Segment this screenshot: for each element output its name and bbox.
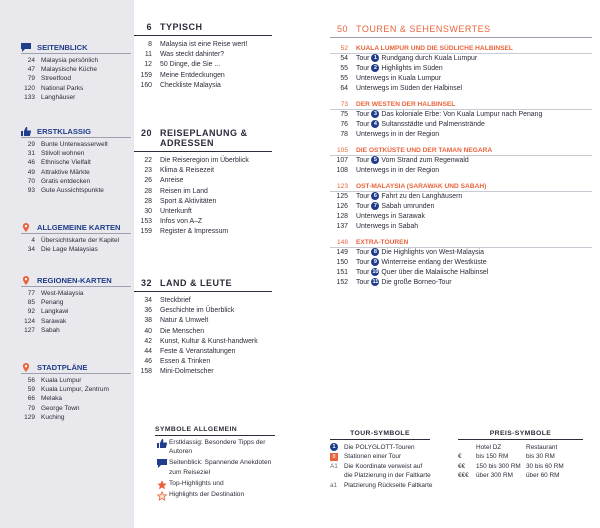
entry-label: George Town	[41, 404, 80, 412]
star-outline-icon	[155, 490, 169, 501]
legend-title: SYMBOLE ALLGEMEIN	[155, 426, 275, 436]
section-title: SEITENBLICK	[21, 42, 131, 54]
map-pin-icon	[21, 276, 31, 285]
index-entry[interactable]	[21, 149, 131, 158]
section-stadtplaene	[21, 362, 131, 422]
tour-region	[330, 44, 592, 94]
toc-entry[interactable]	[134, 40, 272, 50]
tour-label: Tour	[356, 121, 370, 128]
legend-row: € bis 150 RM bis 30 RM	[458, 453, 555, 461]
page-number: 75	[340, 111, 348, 118]
section-title: ERSTKLASSIG	[21, 126, 131, 138]
index-entry[interactable]	[21, 404, 131, 413]
legend-row: A1 Die Koordinate verweist auf	[330, 462, 423, 470]
tour-label: Tour	[356, 269, 370, 276]
page-number: 150	[336, 259, 348, 266]
toc-entry[interactable]	[134, 367, 272, 377]
page-number: 44	[144, 348, 152, 356]
tour-label: Tour	[356, 193, 370, 200]
section-seitenblick	[21, 42, 131, 102]
map-pin-icon	[21, 223, 31, 232]
tour-number-badge: 7	[371, 202, 379, 210]
toc-entry[interactable]	[134, 316, 272, 326]
speech-bubble-icon	[155, 458, 169, 468]
toc-entry[interactable]	[134, 81, 272, 91]
page-number: 137	[336, 223, 348, 230]
entry-label: Sabah umrunden	[381, 203, 435, 210]
entry-label: Stilvoll wohnen	[41, 150, 85, 158]
page-number: 28	[144, 187, 152, 195]
entry-label: 50 Dinge, die Sie ...	[160, 61, 221, 69]
index-entry[interactable]	[21, 289, 131, 298]
page-number: 64	[340, 85, 348, 92]
entry-label: Unterwegs in in der Region	[356, 131, 440, 138]
page-number: 4	[31, 237, 35, 244]
entry-label: Malaysische Küche	[41, 66, 97, 74]
entry-label: Infos von A–Z	[160, 218, 203, 226]
page-number: 78	[340, 131, 348, 138]
tour-label: Tour	[356, 111, 370, 118]
index-entry[interactable]	[21, 307, 131, 316]
entry-label: Das koloniale Erbe: Von Kuala Lumpur nach Penang	[381, 111, 543, 118]
entry-label: Fahrt zu den Langhäusern	[381, 193, 463, 200]
page-number: 159	[140, 71, 152, 79]
index-entry[interactable]	[21, 56, 131, 65]
page-number: 152	[336, 279, 348, 286]
section-reiseplanung	[134, 128, 272, 238]
page-number: 11	[144, 51, 152, 59]
region-title: KUALA LUMPUR UND DIE SÜDLICHE HALBINSEL	[356, 45, 513, 52]
entry-label: Unterwegs in in der Region	[356, 167, 440, 174]
toc-entry[interactable]	[134, 166, 272, 176]
index-entry[interactable]	[21, 140, 131, 149]
page-number: 85	[27, 299, 35, 307]
sidebar	[0, 0, 134, 528]
page-number: 129	[24, 413, 35, 421]
page-number: 126	[336, 203, 348, 210]
tour-number-badge: 4	[371, 120, 379, 128]
entry-label: West-Malaysia	[41, 290, 84, 297]
chapter-heading: 32 LAND & LEUTE	[134, 278, 272, 292]
speech-bubble-icon	[21, 43, 31, 52]
toc-entry[interactable]	[134, 60, 272, 70]
index-entry[interactable]	[21, 177, 131, 186]
index-entry[interactable]	[21, 236, 131, 245]
tour-label: Tour	[356, 157, 370, 164]
index-entry[interactable]	[21, 65, 131, 74]
toc-entry[interactable]	[134, 337, 272, 347]
tour-number-badge: 1	[371, 54, 379, 62]
page-number: 93	[27, 187, 35, 195]
tour-region	[330, 100, 592, 140]
tour-entry[interactable]	[330, 192, 592, 202]
tour-entry[interactable]	[330, 54, 592, 64]
toc-entry[interactable]	[134, 357, 272, 367]
tour-entry[interactable]	[330, 74, 592, 84]
page-number: 127	[24, 326, 35, 334]
section-typisch	[134, 22, 272, 91]
toc-entry[interactable]	[134, 187, 272, 197]
section-title: STADTPLÄNE	[21, 362, 131, 374]
chapter-heading: 6 TYPISCH	[134, 22, 272, 36]
entry-label: Anreise	[160, 177, 184, 185]
legend-row: €€€ über 300 RM über 60 RM	[458, 472, 560, 480]
entry-label: Die große Borneo-Tour	[381, 279, 452, 286]
index-entry[interactable]	[21, 186, 131, 195]
entry-label: Penang	[41, 299, 64, 307]
tour-label: Tour	[356, 65, 370, 72]
tour-entry[interactable]	[330, 110, 592, 120]
index-entry[interactable]	[21, 317, 131, 326]
tour-entry[interactable]	[330, 120, 592, 130]
page-number: 28	[144, 197, 152, 205]
page-number: 46	[144, 358, 152, 366]
page-number: 70	[27, 177, 35, 185]
entry-label: Gratis entdecken	[41, 177, 91, 185]
entry-label: Die Menschen	[160, 327, 205, 335]
index-entry[interactable]	[21, 385, 131, 394]
entry-label: Vom Strand zum Regenwald	[381, 157, 469, 164]
legend-row: Hotel DZ Restaurant	[476, 444, 558, 451]
entry-label: Unterkunft	[160, 208, 192, 216]
section-touren	[330, 24, 592, 288]
page-number: 22	[144, 157, 152, 164]
toc-entry[interactable]	[134, 197, 272, 207]
tour-number-badge: 1	[330, 443, 338, 451]
section-allgemeine-karten	[21, 222, 131, 254]
index-entry[interactable]	[21, 93, 131, 102]
entry-label: Langkawi	[41, 308, 69, 316]
page-number: 92	[27, 308, 35, 316]
page-number: 125	[336, 193, 348, 200]
page-number: 120	[24, 84, 35, 92]
page-number: 55	[340, 75, 348, 82]
entry-label: Ethnische Vielfalt	[41, 159, 91, 167]
entry-label: Kunst, Kultur & Kunst-handwerk	[160, 337, 258, 345]
entry-label: Sarawak	[41, 317, 67, 325]
entry-label: Kuching	[41, 413, 65, 421]
toc-entry[interactable]	[134, 50, 272, 60]
index-entry[interactable]	[21, 158, 131, 167]
region-heading[interactable]	[330, 100, 592, 110]
tour-entry[interactable]	[330, 248, 592, 258]
page-number: 149	[336, 249, 348, 256]
toc-entry[interactable]	[134, 306, 272, 316]
toc-entry[interactable]	[134, 156, 272, 166]
entry-label: Die Highlights von West-Malaysia	[381, 249, 484, 256]
entry-label: Was steckt dahinter?	[160, 51, 225, 59]
entry-label: Attraktive Märkte	[41, 168, 90, 176]
entry-label: Steckbrief	[160, 297, 191, 304]
tour-region	[330, 182, 592, 232]
entry-label: Natur & Umwelt	[160, 317, 209, 325]
entry-label: Streetfood	[41, 75, 71, 83]
legend-title: PREIS-SYMBOLE	[458, 430, 583, 440]
entry-label: Langhäuser	[41, 93, 76, 101]
thumbs-up-icon	[155, 438, 169, 448]
entry-label: Geschichte im Überblick	[160, 307, 235, 315]
tour-number-badge: 11	[372, 279, 379, 285]
toc-entry[interactable]	[134, 327, 272, 337]
tour-entry[interactable]	[330, 156, 592, 166]
legend-row: Erstklassig: Besondere Tipps der Autoren	[155, 438, 275, 456]
page-number: 36	[144, 307, 152, 315]
entry-label: Kuala Lumpur	[41, 377, 82, 384]
page-number: 59	[27, 386, 35, 394]
region-heading[interactable]	[330, 182, 592, 192]
tour-number-badge: 6	[371, 192, 379, 200]
toc-entry[interactable]	[134, 347, 272, 357]
entry-label: Klima & Reisezeit	[160, 167, 214, 175]
entry-label: Sport & Aktivitäten	[160, 197, 217, 205]
index-entry[interactable]	[21, 245, 131, 254]
thumbs-up-icon	[21, 127, 31, 136]
page-number: 73	[340, 101, 348, 108]
page-number: 23	[144, 167, 152, 175]
region-title: DER WESTEN DER HALBINSEL	[356, 101, 456, 108]
tour-entry[interactable]	[330, 222, 592, 232]
entry-label: Die Lage Malaysias	[41, 246, 98, 254]
chapter-heading: 50 TOUREN & SEHENSWERTES	[330, 24, 592, 38]
page-number: 153	[140, 218, 152, 226]
section-erstklassig	[21, 126, 131, 195]
tour-entry[interactable]	[330, 278, 592, 288]
entry-label: Malaysia ist eine Reise wert!	[160, 41, 248, 48]
page-number: 107	[336, 157, 348, 164]
page-number: 34	[144, 297, 152, 304]
page-number: 79	[27, 404, 35, 412]
page-number: 34	[27, 246, 35, 254]
tour-entry[interactable]	[330, 258, 592, 268]
tour-entry[interactable]	[330, 64, 592, 74]
tour-entry[interactable]	[330, 130, 592, 140]
entry-label: Meine Entdeckungen	[160, 71, 225, 79]
page-number: 29	[27, 141, 35, 148]
legend-title: TOUR-SYMBOLE	[330, 430, 430, 440]
tour-label: Tour	[356, 259, 370, 266]
tour-symbol-legend	[330, 430, 470, 490]
page-number: 133	[24, 93, 35, 101]
tour-number-badge: 10	[372, 269, 379, 275]
station-badge: 8	[330, 453, 338, 461]
tour-number-badge: 9	[371, 258, 379, 266]
page-number: 160	[140, 81, 152, 89]
index-entry[interactable]	[21, 74, 131, 83]
entry-label: Unterwegs in Sarawak	[356, 213, 425, 220]
entry-label: Unterwegs in Sabah	[356, 223, 419, 230]
tour-number-badge: 2	[371, 64, 379, 72]
tour-region	[330, 238, 592, 288]
page-number: 123	[336, 183, 348, 190]
page-number: 31	[27, 150, 35, 158]
region-title: OST-MALAYSIA (SARAWAK UND SABAH)	[356, 183, 487, 190]
toc-entry[interactable]	[134, 207, 272, 217]
legend-row: Top-Highlights und	[155, 479, 275, 490]
toc-entry[interactable]	[134, 71, 272, 81]
tour-region	[330, 146, 592, 176]
symbol-legend-general	[155, 426, 275, 501]
entry-label: Essen & Trinken	[160, 358, 211, 366]
entry-label: Reisen im Land	[160, 187, 208, 195]
page-number: 148	[336, 239, 348, 246]
tour-number-badge: 3	[371, 110, 379, 118]
page-number: 52	[340, 45, 348, 52]
entry-label: National Parks	[41, 84, 84, 92]
entry-label: Malaysia persönlich	[41, 57, 99, 64]
tour-label: Tour	[356, 203, 370, 210]
section-regionen-karten	[21, 275, 131, 335]
region-title: DIE OSTKÜSTE UND DER TAMAN NEGARA	[356, 147, 493, 154]
section-title: REGIONEN-KARTEN	[21, 275, 131, 287]
page-number: 12	[144, 61, 152, 69]
region-heading[interactable]	[330, 238, 592, 248]
tour-entry[interactable]	[330, 268, 592, 278]
page-number: 151	[336, 269, 348, 276]
page-number: 47	[27, 66, 35, 74]
page-number: 24	[27, 57, 35, 64]
entry-label: Highlights im Süden	[381, 65, 443, 72]
entry-label: Sultansstädte und Palmenstrände	[381, 121, 485, 128]
entry-label: Quer über die Malaiische Halbinsel	[381, 269, 489, 276]
entry-label: Gute Aussichtspunkte	[41, 187, 104, 195]
entry-label: Melaka	[41, 395, 62, 403]
entry-label: Mini-Dolmetscher	[160, 368, 214, 376]
tour-number-badge: 8	[371, 248, 379, 256]
page-number: 46	[27, 159, 35, 167]
tour-label: Tour	[356, 249, 370, 256]
legend-row: die Platzierung in der Faltkarte	[344, 472, 431, 480]
region-heading[interactable]	[330, 44, 592, 54]
page-number: 124	[24, 317, 35, 325]
page-number: 40	[144, 327, 152, 335]
toc-entry[interactable]	[134, 296, 272, 306]
region-title: EXTRA-TOUREN	[356, 239, 409, 246]
page-number: 158	[140, 368, 152, 376]
tour-entry[interactable]	[330, 166, 592, 176]
tour-label: Tour	[356, 279, 370, 286]
index-entry[interactable]	[21, 376, 131, 385]
entry-label: Die Reiseregion im Überblick	[160, 157, 249, 164]
index-entry[interactable]	[21, 394, 131, 403]
entry-label: Rundgang durch Kuala Lumpur	[381, 55, 478, 62]
toc-entry[interactable]	[134, 227, 272, 237]
index-entry[interactable]	[21, 298, 131, 307]
legend-row: Seitenblick: Spannende Anekdoten zum Reiseziel	[155, 458, 275, 476]
toc-entry[interactable]	[134, 176, 272, 186]
entry-label: Feste & Veranstaltungen	[160, 348, 236, 356]
index-entry[interactable]	[21, 326, 131, 335]
entry-label: Bunte Unterwasserwelt	[41, 141, 108, 148]
page-number: 108	[336, 167, 348, 174]
page-number: 128	[336, 213, 348, 220]
chapter-heading: 20 REISEPLANUNG & ADRESSEN	[134, 128, 272, 152]
page-number: 56	[27, 377, 35, 384]
map-pin-icon	[21, 363, 31, 372]
tour-number-badge: 5	[371, 156, 379, 164]
page-number: 66	[27, 395, 35, 403]
legend-row: Highlights der Destination	[155, 490, 275, 501]
index-entry[interactable]	[21, 413, 131, 422]
page-number: 49	[27, 168, 35, 176]
legend-row: 8 Stationen einer Tour	[330, 452, 470, 461]
region-heading[interactable]	[330, 146, 592, 156]
section-land-leute	[134, 278, 272, 378]
page-number: 55	[340, 65, 348, 72]
entry-label: Übersichtskarte der Kapitel	[41, 237, 120, 244]
index-entry[interactable]	[21, 84, 131, 93]
tour-entry[interactable]	[330, 84, 592, 94]
legend-row: €€ 150 bis 300 RM 30 bis 60 RM	[458, 462, 564, 470]
entry-label: Sabah	[41, 326, 60, 334]
legend-row: 1 Die POLYGLOTT-Touren	[330, 443, 470, 452]
page-number: 30	[144, 208, 152, 216]
entry-label: Unterwegs im Süden der Halbinsel	[356, 85, 463, 92]
tour-label: Tour	[356, 55, 370, 62]
section-title: ALLGEMEINE KARTEN	[21, 222, 131, 234]
page-number: 8	[148, 41, 152, 48]
entry-label: Checkliste Malaysia	[160, 81, 221, 89]
page-number: 54	[340, 55, 348, 62]
toc-entry[interactable]	[134, 217, 272, 227]
entry-label: Winterreise entlang der Westküste	[381, 259, 487, 266]
page-number: 79	[27, 75, 35, 83]
price-symbol-legend	[458, 430, 583, 481]
page-number: 159	[140, 228, 152, 236]
star-icon	[155, 479, 169, 490]
page-number: 105	[336, 147, 348, 154]
page-number: 38	[144, 317, 152, 325]
legend-row: a1 Platzierung Rückseite Faltkarte	[330, 481, 433, 489]
page-number: 76	[340, 121, 348, 128]
entry-label: Register & Impressum	[160, 228, 229, 236]
entry-label: Kuala Lumpur, Zentrum	[41, 386, 109, 394]
tour-entry[interactable]	[330, 202, 592, 212]
page-number: 26	[144, 177, 152, 185]
tour-entry[interactable]	[330, 212, 592, 222]
entry-label: Unterwegs in Kuala Lumpur	[356, 75, 442, 82]
index-entry[interactable]	[21, 168, 131, 177]
page-number: 77	[27, 290, 35, 297]
page-number: 42	[144, 337, 152, 345]
